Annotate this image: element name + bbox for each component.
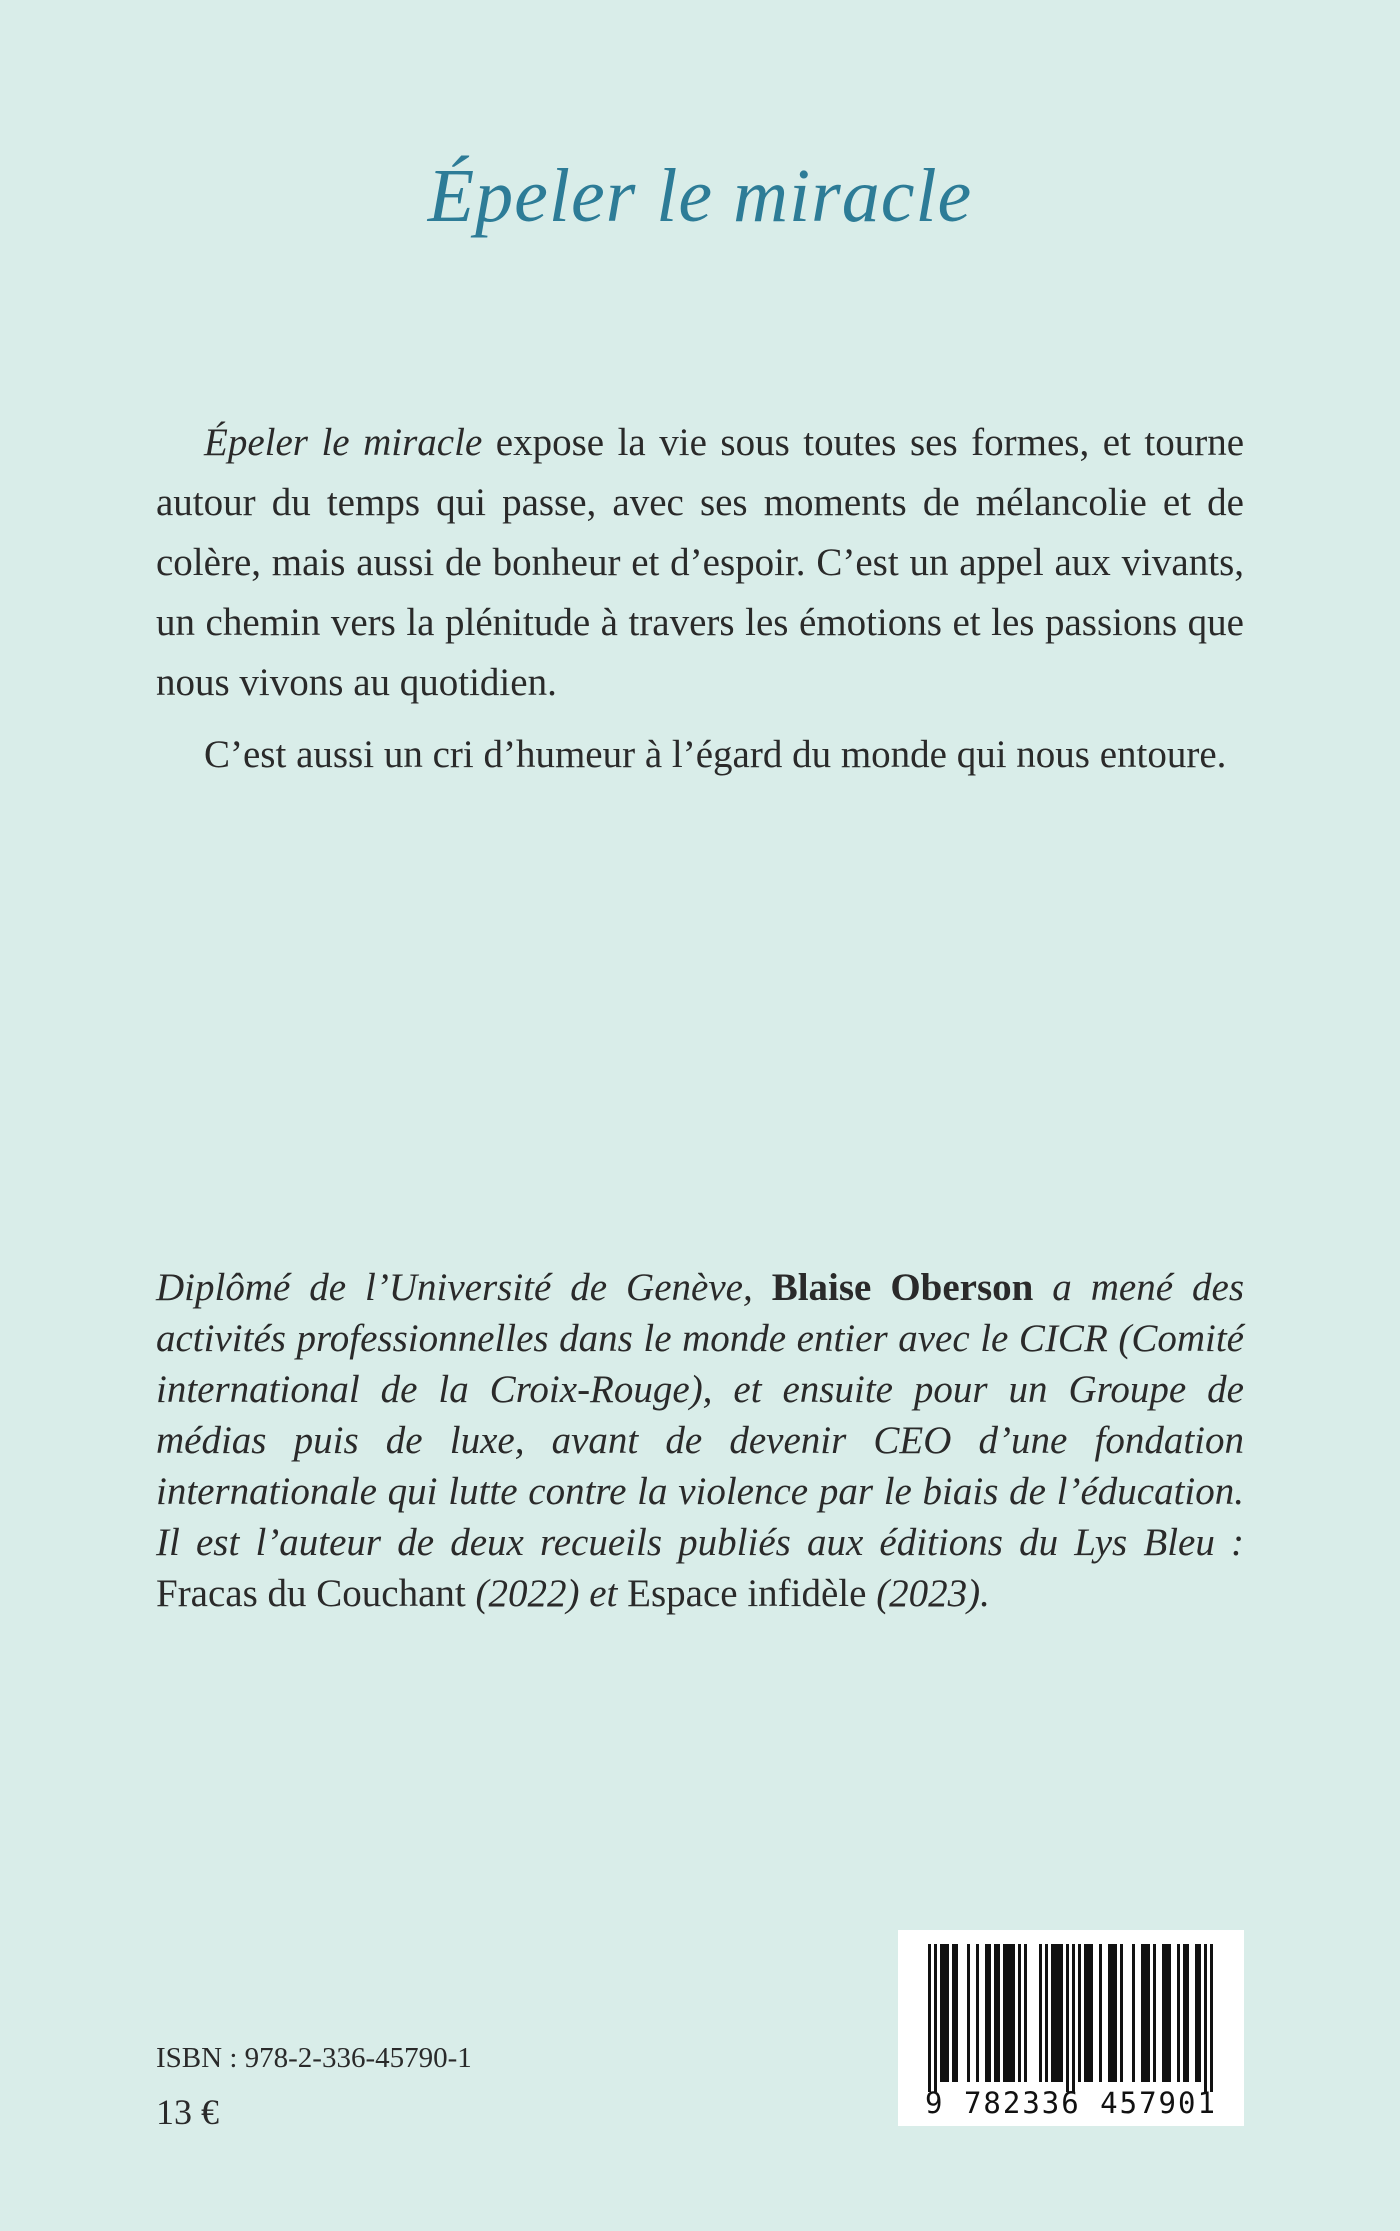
barcode-bar (955, 1944, 958, 2082)
barcode-bar (1195, 1944, 1198, 2082)
barcode-bar (946, 1944, 949, 2082)
barcode-bar (952, 1944, 955, 2082)
isbn-label: ISBN : 978-2-336-45790-1 (156, 2042, 472, 2074)
barcode-bar (1084, 1944, 1087, 2082)
blurb-paragraph-1 (156, 413, 1244, 713)
bio-year-2: (2023). (866, 1572, 990, 1615)
book-title: Épeler le miracle (427, 154, 973, 238)
barcode-bar (1066, 1944, 1069, 2092)
barcode-bar (1012, 1944, 1015, 2082)
barcode-bar (976, 1944, 979, 2082)
barcode-digits: 9 782336 457901 (925, 2086, 1217, 2120)
barcode-bar (1114, 1944, 1117, 2082)
barcode-bar (985, 1944, 988, 2082)
barcode-bar (1054, 1944, 1057, 2082)
barcode-bar (967, 1944, 970, 2082)
barcode-bar (1198, 1944, 1201, 2082)
barcode-bar (1060, 1944, 1063, 2082)
barcode-bar (1168, 1944, 1171, 2082)
barcode-bar (934, 1944, 937, 2092)
barcode-bar (1045, 1944, 1048, 2082)
barcode-bar (1003, 1944, 1006, 2082)
book-blurb (156, 413, 1244, 785)
barcode-bar (1120, 1944, 1123, 2082)
barcode-bar (1039, 1944, 1042, 2082)
barcode-bar (1153, 1944, 1156, 2082)
barcode-bar (1078, 1944, 1081, 2082)
barcode-bar (1210, 1944, 1213, 2092)
author-bio (156, 1262, 1244, 1619)
barcode-bar (1177, 1944, 1180, 2082)
barcode-bar (1051, 1944, 1054, 2082)
barcode (898, 1930, 1244, 2126)
barcode-bar (1090, 1944, 1093, 2082)
barcode-bar (1132, 1944, 1135, 2082)
blurb-paragraph-2: C’est aussi un cri d’humeur à l’égard du monde qui nous entoure. (204, 733, 1227, 776)
bio-text-2: a mené des activités professionnelles dans le monde entier avec le CICR (Comité international de la Croix-Rouge), et ensuite pour un Groupe de médias puis de luxe, avant de devenir CEO d’une fondation internationale qui lutte contre la violence par le biais de l’éducation. Il est l’auteur de deux recueils publiés aux éditions du Lys Bleu : (156, 1266, 1245, 1564)
barcode-bar (1057, 1944, 1060, 2082)
barcode-bar (1009, 1944, 1012, 2082)
barcode-bar (1162, 1944, 1165, 2082)
barcode-bar (928, 1944, 931, 2092)
barcode-bar (1183, 1944, 1186, 2082)
barcode-bar (1144, 1944, 1147, 2082)
blurb-title-italic: Épeler le miracle (204, 421, 483, 464)
barcode-bar (1111, 1944, 1114, 2082)
barcode-bar (943, 1944, 946, 2082)
author-name: Blaise Oberson (771, 1266, 1034, 1309)
barcode-graphic (898, 1930, 1244, 2126)
barcode-bar (1141, 1944, 1144, 2082)
barcode-bar (1018, 1944, 1021, 2082)
bio-text-1: Diplômé de l’Université de Genève, (156, 1266, 772, 1309)
bio-book-2: Espace infidèle (627, 1572, 867, 1615)
barcode-bar (1165, 1944, 1168, 2082)
blurb-text-1: expose la vie sous toutes ses formes, et tourne autour du temps qui passe, avec ses moments de mélancolie et de colère, mais aussi de bonheur et d’espoir. C’est un appel aux vivants, un chemin vers la plénitude à travers les émotions et les passions que nous vivons au quotidien. (156, 421, 1244, 704)
bio-book-1: Fracas du Couchant (156, 1572, 466, 1615)
barcode-bar (1006, 1944, 1009, 2082)
barcode-bar (1186, 1944, 1189, 2082)
barcode-bar (1087, 1944, 1090, 2082)
barcode-bar (994, 1944, 997, 2082)
barcode-bar (1147, 1944, 1150, 2082)
price-label: 13 € (156, 2092, 219, 2132)
barcode-bar (940, 1944, 943, 2082)
barcode-bar (1072, 1944, 1075, 2092)
barcode-bar (1099, 1944, 1102, 2082)
barcode-bar (1108, 1944, 1111, 2082)
barcode-bar (988, 1944, 991, 2082)
barcode-bar (1204, 1944, 1207, 2092)
barcode-bar (1024, 1944, 1027, 2082)
bio-year-1: (2022) et (465, 1572, 628, 1615)
barcode-bar (997, 1944, 1000, 2082)
